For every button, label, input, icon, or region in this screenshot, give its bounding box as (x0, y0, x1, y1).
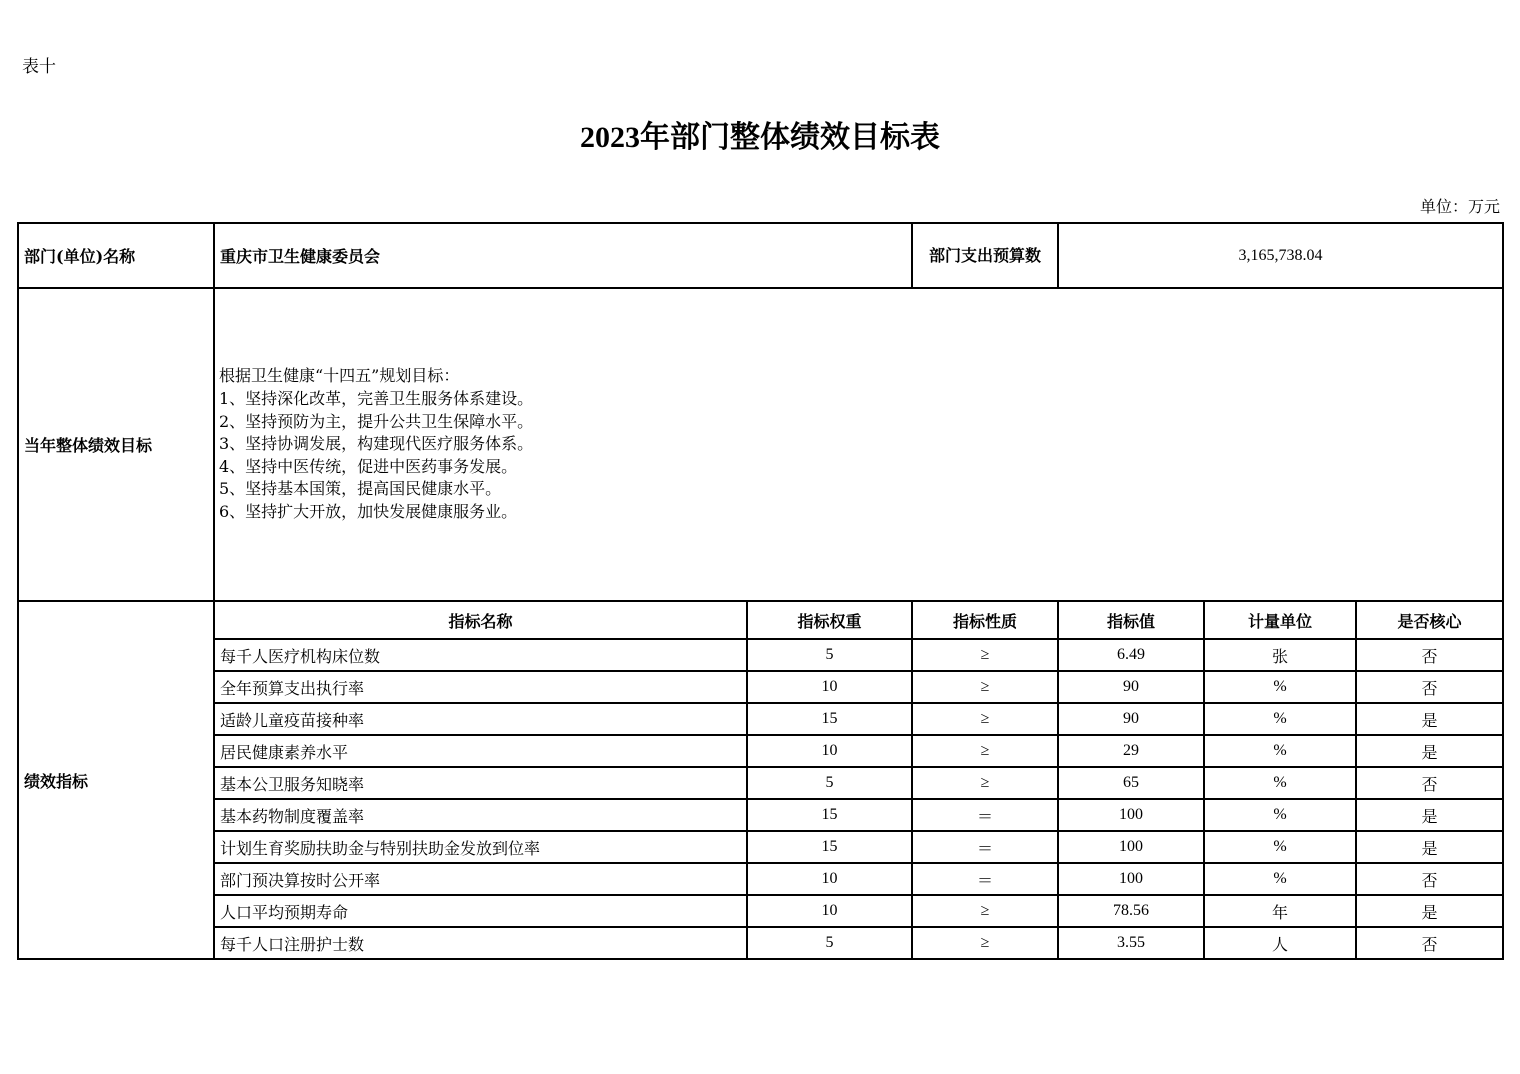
column-header: 是否核心 (1356, 601, 1503, 639)
indicator-value: 90 (1058, 671, 1204, 703)
indicator-unit: % (1204, 735, 1356, 767)
indicator-unit: 年 (1204, 895, 1356, 927)
indicator-name: 适龄儿童疫苗接种率 (214, 703, 747, 735)
indicator-weight: 10 (747, 671, 912, 703)
indicator-weight: 5 (747, 927, 912, 959)
indicator-core: 否 (1356, 671, 1503, 703)
table-number-label: 表十 (22, 57, 56, 77)
table-row (18, 735, 1503, 767)
indicator-core: 是 (1356, 799, 1503, 831)
indicator-unit: % (1204, 831, 1356, 863)
goal-row (18, 288, 1503, 601)
indicator-unit: % (1204, 703, 1356, 735)
indicator-core: 否 (1356, 863, 1503, 895)
indicator-value: 3.55 (1058, 927, 1204, 959)
dept-row (18, 223, 1503, 288)
indicator-name: 部门预决算按时公开率 (214, 863, 747, 895)
indicator-unit: % (1204, 799, 1356, 831)
indicator-nature: ≥ (912, 735, 1058, 767)
table-row (18, 927, 1503, 959)
goal-line: 根据卫生健康“十四五”规划目标： (219, 366, 460, 386)
indicator-value: 65 (1058, 767, 1204, 799)
indicator-unit: % (1204, 767, 1356, 799)
table-row (18, 767, 1503, 799)
indicator-weight: 10 (747, 895, 912, 927)
table-row (18, 799, 1503, 831)
column-header: 计量单位 (1204, 601, 1356, 639)
indicator-value: 100 (1058, 799, 1204, 831)
goal-label: 当年整体绩效目标 (18, 288, 214, 601)
goal-line: 1、坚持深化改革，完善卫生服务体系建设。 (219, 389, 534, 409)
indicator-value: 29 (1058, 735, 1204, 767)
table-row (18, 671, 1503, 703)
indicator-nature: ≥ (912, 895, 1058, 927)
indicator-value: 6.49 (1058, 639, 1204, 671)
indicator-name: 人口平均预期寿命 (214, 895, 747, 927)
indicator-nature: ≥ (912, 703, 1058, 735)
indicator-name: 基本公卫服务知晓率 (214, 767, 747, 799)
goal-line: 3、坚持协调发展，构建现代医疗服务体系。 (219, 434, 534, 454)
indicator-weight: 15 (747, 703, 912, 735)
indicator-nature: ＝ (912, 863, 1058, 895)
indicator-unit: % (1204, 671, 1356, 703)
indicator-name: 计划生育奖励扶助金与特别扶助金发放到位率 (214, 831, 747, 863)
table-row (18, 895, 1503, 927)
table-row (18, 703, 1503, 735)
indicator-header-row (18, 601, 1503, 639)
table-row (18, 639, 1503, 671)
indicator-value: 100 (1058, 863, 1204, 895)
indicator-weight: 15 (747, 799, 912, 831)
indicator-name: 每千人医疗机构床位数 (214, 639, 747, 671)
column-header: 指标名称 (214, 601, 747, 639)
table-row (18, 831, 1503, 863)
column-header: 指标值 (1058, 601, 1204, 639)
goal-line: 6、坚持扩大开放，加快发展健康服务业。 (219, 501, 518, 521)
indicator-nature: ≥ (912, 671, 1058, 703)
indicator-weight: 5 (747, 639, 912, 671)
indicator-weight: 10 (747, 735, 912, 767)
indicator-core: 是 (1356, 831, 1503, 863)
indicator-nature: ≥ (912, 927, 1058, 959)
indicator-value: 100 (1058, 831, 1204, 863)
indicator-nature: ≥ (912, 639, 1058, 671)
indicator-name: 居民健康素养水平 (214, 735, 747, 767)
indicator-unit: % (1204, 863, 1356, 895)
unit-label: 单位：万元 (1419, 197, 1500, 216)
indicator-core: 是 (1356, 735, 1503, 767)
indicator-core: 否 (1356, 927, 1503, 959)
performance-table (17, 222, 1504, 960)
goal-lines (219, 365, 1502, 523)
indicator-weight: 15 (747, 831, 912, 863)
indicators-label: 绩效指标 (18, 601, 214, 959)
indicator-unit: 人 (1204, 927, 1356, 959)
dept-name-label: 部门(单位)名称 (18, 223, 214, 288)
budget-label: 部门支出预算数 (912, 223, 1058, 288)
indicator-unit: 张 (1204, 639, 1356, 671)
indicator-value: 78.56 (1058, 895, 1204, 927)
goal-text (214, 288, 1503, 601)
indicator-weight: 10 (747, 863, 912, 895)
indicator-weight: 5 (747, 767, 912, 799)
indicator-nature: ＝ (912, 799, 1058, 831)
indicator-name: 每千人口注册护士数 (214, 927, 747, 959)
indicator-core: 否 (1356, 767, 1503, 799)
indicator-nature: ≥ (912, 767, 1058, 799)
indicator-core: 是 (1356, 895, 1503, 927)
goal-line: 5、坚持基本国策，提高国民健康水平。 (219, 479, 502, 499)
goal-line: 4、坚持中医传统，促进中医药事务发展。 (219, 456, 518, 476)
table-row (18, 863, 1503, 895)
goal-line: 2、坚持预防为主，提升公共卫生保障水平。 (219, 411, 534, 431)
indicator-name: 基本药物制度覆盖率 (214, 799, 747, 831)
column-header: 指标权重 (747, 601, 912, 639)
indicator-core: 否 (1356, 639, 1503, 671)
column-header: 指标性质 (912, 601, 1058, 639)
budget-value: 3,165,738.04 (1058, 223, 1503, 288)
dept-name-value: 重庆市卫生健康委员会 (214, 223, 912, 288)
indicator-value: 90 (1058, 703, 1204, 735)
page-title: 2023年部门整体绩效目标表 (580, 121, 940, 154)
indicator-core: 是 (1356, 703, 1503, 735)
indicator-nature: ＝ (912, 831, 1058, 863)
indicator-name: 全年预算支出执行率 (214, 671, 747, 703)
